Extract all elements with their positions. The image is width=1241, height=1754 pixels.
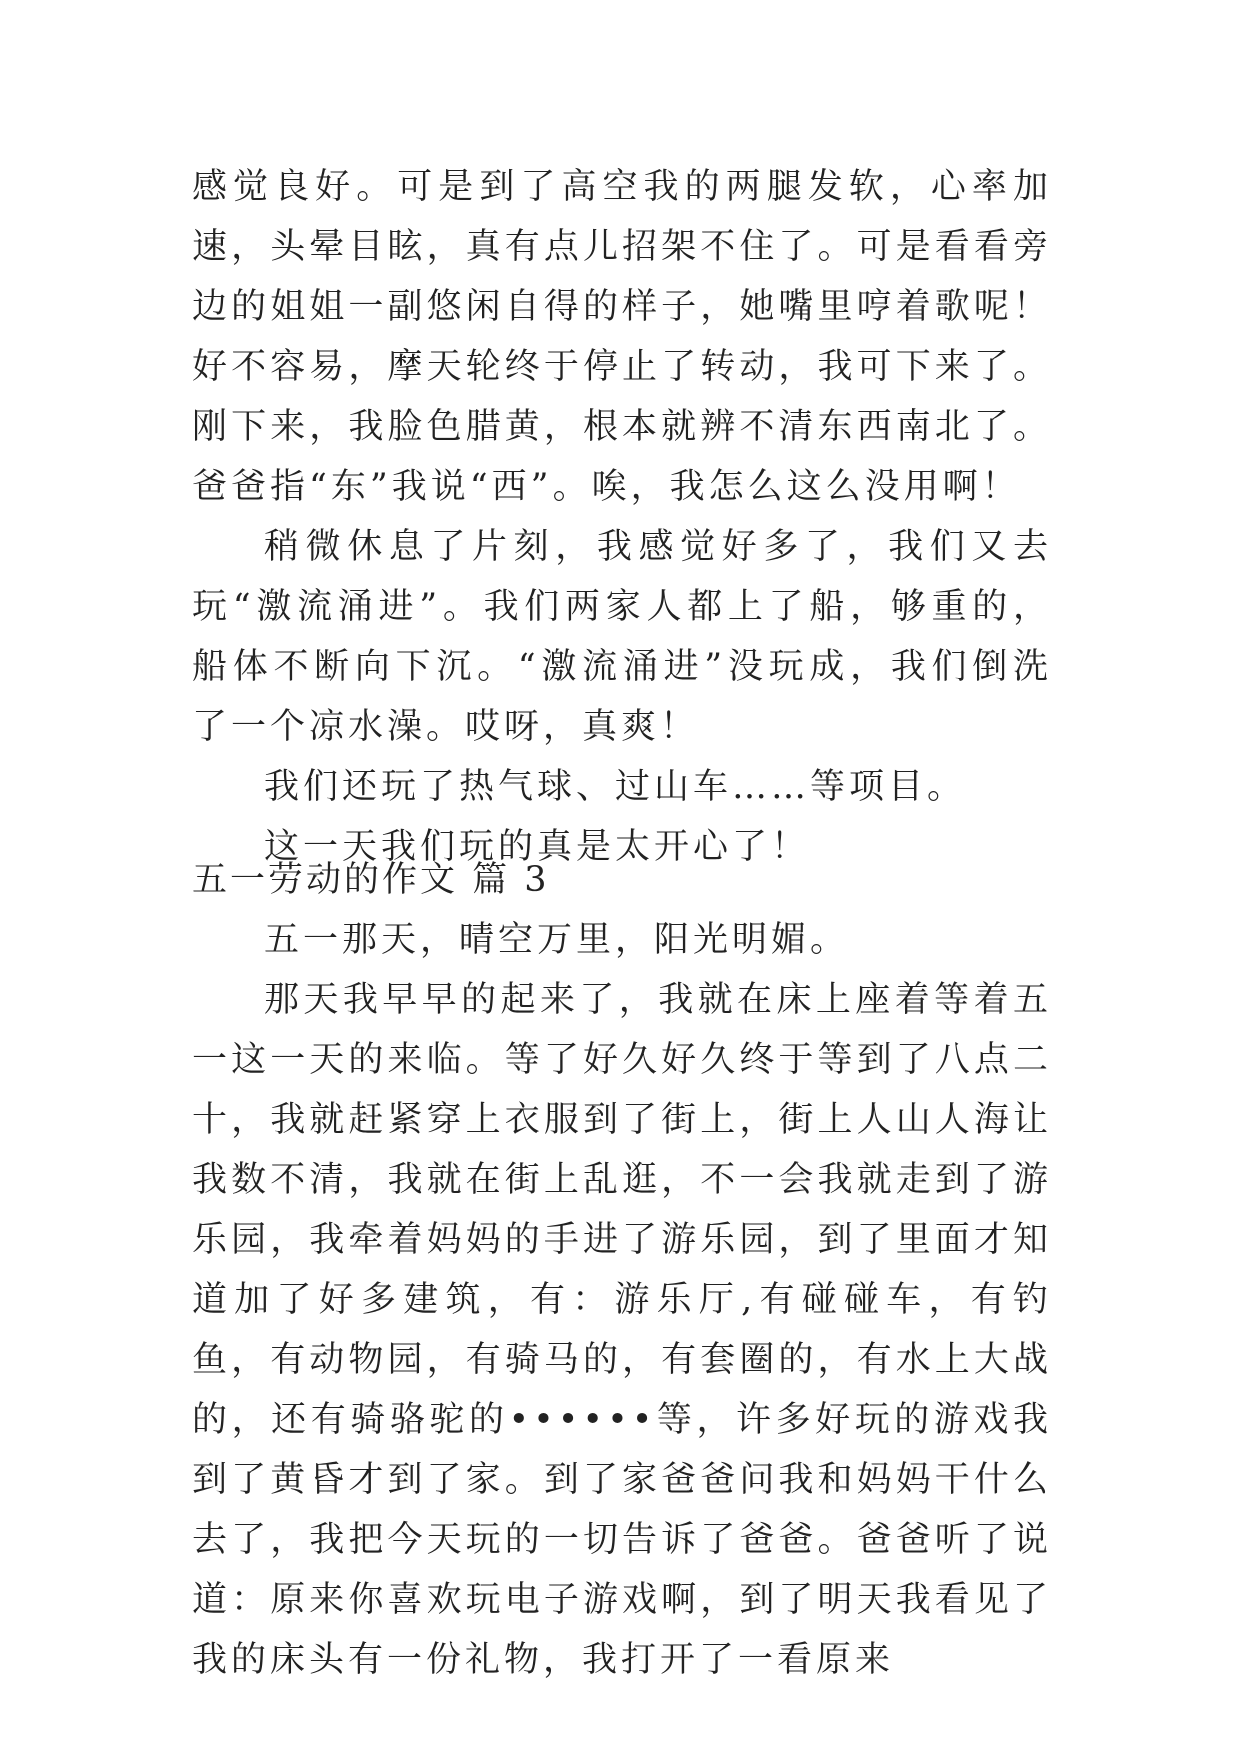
previous-section-text bbox=[192, 157, 1052, 877]
paragraph: 那天我早早的起来了，我就在床上座着等着五一这一天的来临。等了好久好久终于等到了八点二十，我就赶紧穿上衣服到了街上，街上人山人海让我数不清，我就在街上乱逛，不一会我就走到了游乐园，我牵着妈妈的手进了游乐园，到了里面才知道加了好多建筑，有：游乐厅,有碰碰车，有钓鱼，有动物园，有骑马的，有套圈的，有水上大战的，还有骑骆驼的••••••等，许多好玩的游戏我到了黄昏才到了家。到了家爸爸问我和妈妈干什么去了，我把今天玩的一切告诉了爸爸。爸爸听了说道：原来你喜欢玩电子游戏啊，到了明天我看见了我的床头有一份礼物，我打开了一看原来 bbox=[192, 980, 1052, 1680]
paragraph: 五一那天，晴空万里，阳光明媚。 bbox=[264, 920, 850, 960]
section-heading: 五一劳动的作文 篇 3 bbox=[192, 860, 550, 900]
paragraph-continued: 感觉良好。可是到了高空我的两腿发软，心率加速，头晕目眩，真有点儿招架不住了。可是看看旁边的姐姐一副悠闲自得的样子，她嘴里哼着歌呢！好不容易，摩天轮终于停止了转动，我可下来了。刚下来，我脸色腊黄，根本就辨不清东西南北了。爸爸指“东”我说“西”。唉，我怎么这么没用啊！ bbox=[192, 167, 1052, 507]
paragraph: 稍微休息了片刻，我感觉好多了，我们又去玩“激流涌进”。我们两家人都上了船，够重的，船体不断向下沉。“激流涌进”没玩成，我们倒洗了一个凉水澡。哎呀，真爽！ bbox=[192, 527, 1052, 747]
paragraph: 这一天我们玩的真是太开心了！ bbox=[264, 827, 811, 867]
section-3-text bbox=[192, 910, 1052, 1690]
paragraph: 我们还玩了热气球、过山车……等项目。 bbox=[264, 767, 967, 807]
